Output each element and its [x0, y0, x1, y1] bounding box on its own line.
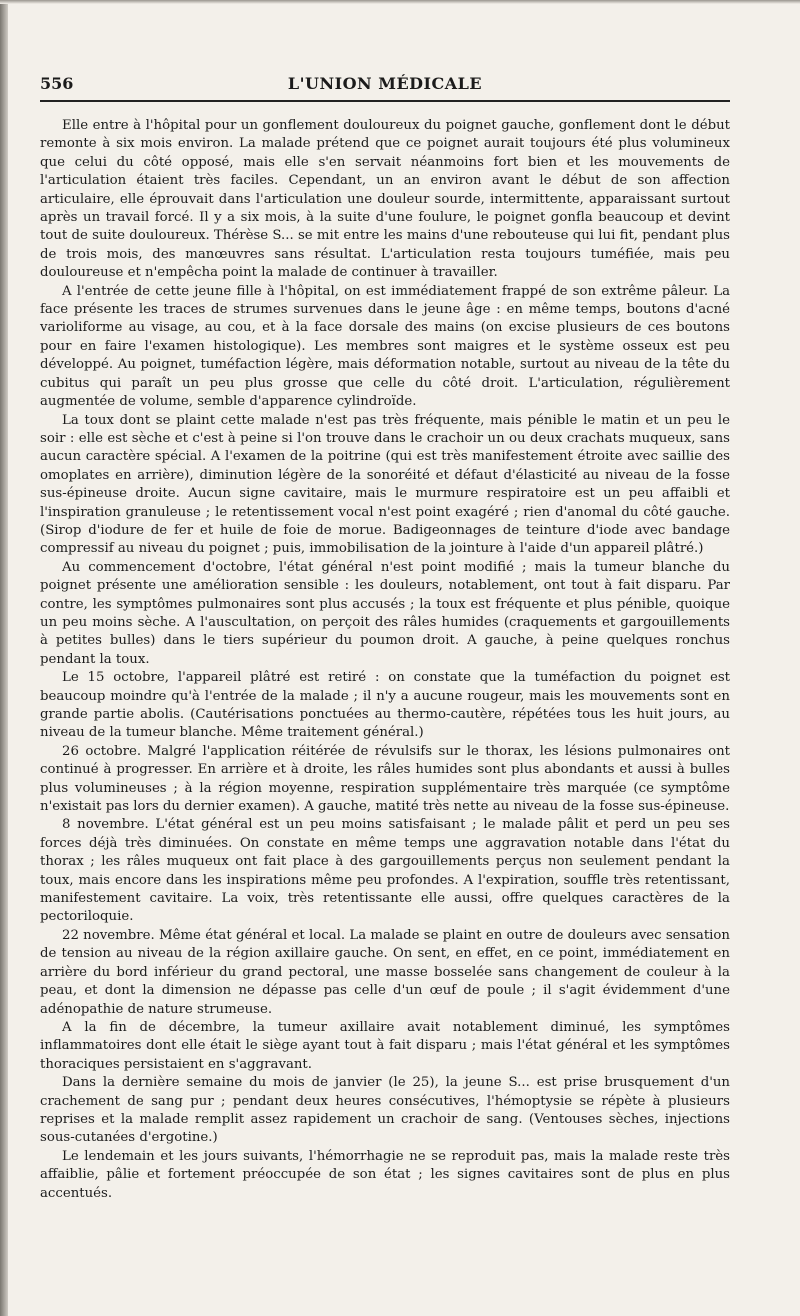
- paragraph-5: Le 15 octobre, l'appareil plâtré est retiré : on constate que la tuméfaction du poignet est beaucoup moindre qu'à l'entrée de la malade ; il n'y a aucune rougeur, mais les mouvements sont en grande partie abolis. (Cautérisations ponctuées au thermo-cautère, répétées tous les huit jours, au niveau de la tumeur blanche. Même traitement général.): [40, 670, 730, 741]
- page-header: [40, 74, 730, 96]
- running-title: L'UNION MÉDICALE: [287, 74, 483, 93]
- paragraph-4: Au commencement d'octobre, l'état général n'est point modifié ; mais la tumeur blanche du poignet présente une amélioration sensible : les douleurs, notablement, ont tout à fait disparu. Par contre, les symptômes pulmonaires sont plus accusés ; la toux est fréquente et plus pénible, quoique un peu moins sèche. A l'auscultation, on perçoit des râles humides (craquements et gargouillements à petites bulles) dans le tiers supérieur du poumon droit. A gauche, à peine quelques ronchus pendant la toux.: [40, 559, 730, 667]
- page-left-edge-shadow: [0, 0, 8, 1316]
- paragraph-1: Elle entre à l'hôpital pour un gonflement douloureux du poignet gauche, gonflement dont le début remonte à six mois environ. La malade prétend que ce poignet aurait toujours été plus volumineux que celui du côté opposé, mais elle s'en servait néanmoins fort bien et les mouvements de l'articulation étaient très faciles. Cependant, un an environ avant le début de son affection articulaire, elle éprouvait dans l'articulation une douleur sourde, intermittente, apparaissant surtout après un travail forcé. Il y a six mois, à la suite d'une foulure, le poignet gonfla beaucoup et devint tout de suite douloureux. Thérèse S... se mit entre les mains d'une rebouteuse qui lui fit, pendant plus de trois mois, des manœuvres sans résultat. L'articulation resta toujours tuméfiée, mais peu douloureuse et n'empêcha point la malade de continuer à travailler.: [40, 118, 730, 281]
- paragraph-6: 26 octobre. Malgré l'application réitérée de révulsifs sur le thorax, les lésions pulmonaires ont continué à progresser. En arrière et à droite, les râles humides sont plus abondants et aussi à bulles plus volumineuses ; à la région moyenne, respiration supplémentaire très marquée (ce symptôme n'existait pas lors du dernier examen). A gauche, matité très nette au niveau de la fosse sus-épineuse.: [40, 743, 730, 815]
- page-number: 556: [40, 74, 74, 93]
- paragraph-2: A l'entrée de cette jeune fille à l'hôpital, on est immédiatement frappé de son extrême pâleur. La face présente les traces de strumes survenues dans le jeune âge : en même temps, boutons d'acné varioliforme au visage, au cou, et à la face dorsale des mains (on excise plusieurs de ces boutons pour en faire l'examen histologique). Les membres sont maigres et le système osseux est peu développé. Au poignet, tuméfaction légère, mais déformation notable, surtout au niveau de la tête du cubitus qui paraît un peu plus grosse que celle du côté droit. L'articulation, régulièrement augmentée de volume, semble d'apparence cylindroïde.: [40, 283, 730, 410]
- paragraph-11: Le lendemain et les jours suivants, l'hémorrhagie ne se reproduit pas, mais la malade reste très affaiblie, pâlie et fortement préoccupée de son état ; les signes cavitaires sont de plus en plus accentués.: [40, 1148, 730, 1201]
- article-body: [40, 117, 730, 1203]
- paragraph-9: A la fin de décembre, la tumeur axillaire avait notablement diminué, les symptômes inflammatoires dont elle était le siège ayant tout à fait disparu ; mais l'état général et les symptômes thoraciques persistaient en s'aggravant.: [40, 1019, 730, 1072]
- journal-page: [40, 0, 730, 1316]
- paragraph-8: 22 novembre. Même état général et local. La malade se plaint en outre de douleurs avec sensation de tension au niveau de la région axillaire gauche. On sent, en effet, en ce point, immédiatement en arrière du bord inférieur du grand pectoral, une masse bosselée sans changement de couleur à la peau, et dont la dimension ne dépasse pas celle d'un œuf de poule ; il s'agit évidemment d'une adénopathie de nature strumeuse.: [40, 927, 730, 1017]
- header-rule: [40, 100, 730, 102]
- paragraph-7: 8 novembre. L'état général est un peu moins satisfaisant ; le malade pâlit et perd un peu ses forces déjà très diminuées. On constate en même temps une aggravation notable dans l'état du thorax ; les râles muqueux ont fait place à des gargouillements perçus non seulement pendant la toux, mais encore dans les inspirations même peu profondes. A l'expiration, souffle très retentissant, manifestement cavitaire. La voix, très retentissante elle aussi, offre quelques caractères de la pectoriloquie.: [40, 817, 730, 925]
- paragraph-3: La toux dont se plaint cette malade n'est pas très fréquente, mais pénible le matin et un peu le soir : elle est sèche et c'est à peine si l'on trouve dans le crachoir un ou deux crachats muqueux, sans aucun caractère spécial. A l'examen de la poitrine (qui est très manifestement étroite avec saillie des omoplates en arrière), diminution légère de la sonoréité et défaut d'élasticité au niveau de la fosse sus-épineuse droite. Aucun signe cavitaire, mais le murmure respiratoire est un peu affaibli et l'inspiration granuleuse ; le retentissement vocal n'est point exagéré ; rien d'anomal du côté gauche. (Sirop d'iodure de fer et huile de foie de morue. Badigeonnages de teinture d'iode avec bandage compressif au niveau du poignet ; puis, immobilisation de la jointure à l'aide d'un appareil plâtré.): [40, 412, 730, 557]
- paragraph-10: Dans la dernière semaine du mois de janvier (le 25), la jeune S... est prise brusquement d'un crachement de sang pur ; pendant deux heures consécutives, l'hémoptysie se répète à plusieurs reprises et la malade remplit assez rapidement un crachoir de sang. (Ventouses sèches, injections sous-cutanées d'ergotine.): [40, 1075, 730, 1146]
